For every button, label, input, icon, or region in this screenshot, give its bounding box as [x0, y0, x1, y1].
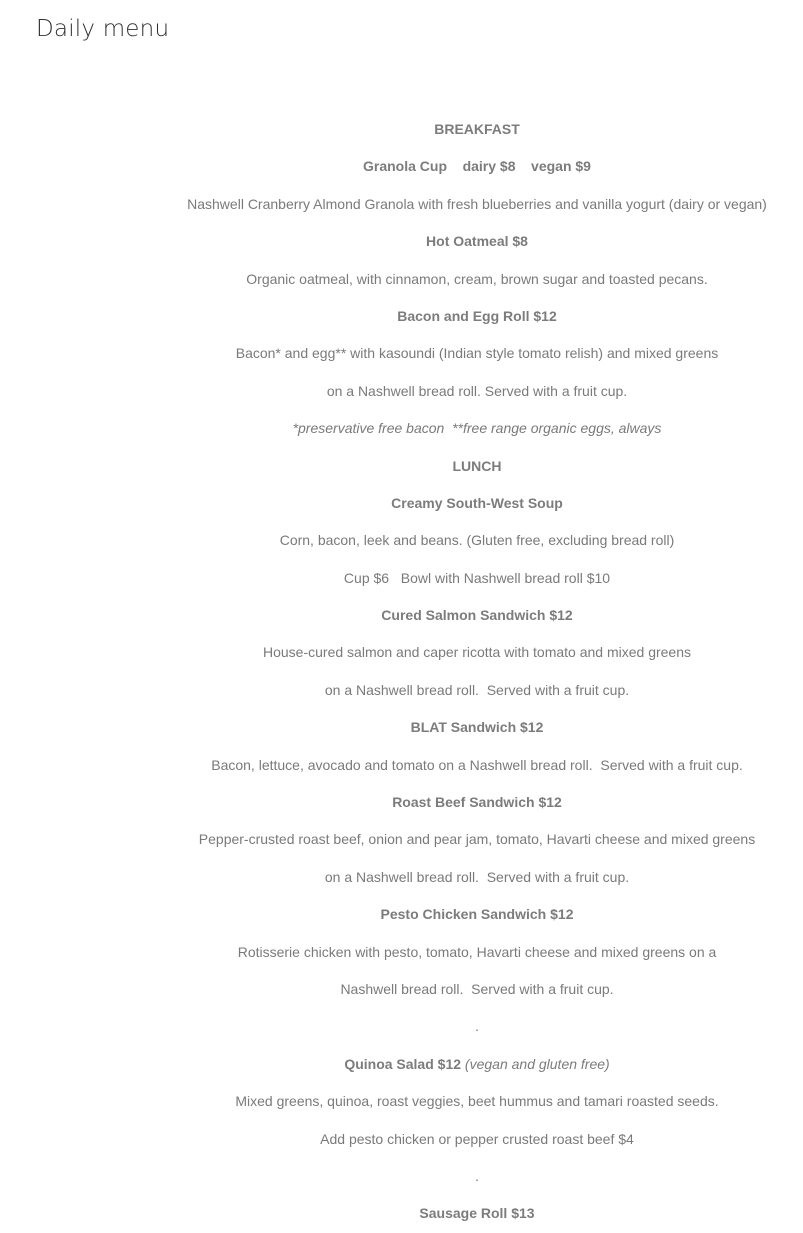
- hot-oatmeal-description: Organic oatmeal, with cinnamon, cream, brown sugar and toasted pecans.: [246, 270, 708, 287]
- quinoa-salad-description: Mixed greens, quinoa, roast veggies, beet hummus and tamari roasted seeds.: [235, 1093, 719, 1110]
- salmon-sandwich-title: Cured Salmon Sandwich $12: [381, 607, 573, 624]
- bacon-egg-roll-note: *preservative free bacon **free range organic eggs, always: [292, 420, 662, 437]
- bacon-egg-roll-description-2: on a Nashwell bread roll. Served with a fruit cup.: [326, 382, 628, 399]
- salmon-sandwich-description-2: on a Nashwell bread roll. Served with a fruit cup.: [324, 681, 630, 698]
- hot-oatmeal-title: Hot Oatmeal $8: [426, 233, 528, 250]
- granola-cup-description: Nashwell Cranberry Almond Granola with fresh blueberries and vanilla yogurt (dairy or vegan): [187, 195, 767, 212]
- bacon-egg-roll-description: Bacon* and egg** with kasoundi (Indian style tomato relish) and mixed greens: [235, 345, 719, 362]
- pesto-chicken-sandwich-description: Rotisserie chicken with pesto, tomato, Havarti cheese and mixed greens on a: [237, 943, 717, 960]
- quinoa-salad-note: (vegan and gluten free): [464, 1055, 610, 1072]
- quinoa-salad-addon: Add pesto chicken or pepper crusted roast beef $4: [320, 1130, 634, 1147]
- granola-cup-title: Granola Cup dairy $8 vegan $9: [363, 158, 591, 175]
- pesto-chicken-sandwich-description-2: Nashwell bread roll. Served with a fruit cup.: [340, 980, 614, 997]
- roast-beef-sandwich-description: Pepper-crusted roast beef, onion and pear jam, tomato, Havarti cheese and mixed greens: [198, 831, 756, 848]
- lunch-heading: LUNCH: [452, 457, 502, 474]
- quinoa-salad-name: Quinoa Salad $12: [344, 1055, 462, 1072]
- pesto-chicken-sandwich-title: Pesto Chicken Sandwich $12: [380, 906, 574, 923]
- blat-sandwich-description: Bacon, lettuce, avocado and tomato on a Nashwell bread roll. Served with a fruit cup.: [211, 756, 743, 773]
- roast-beef-sandwich-description-2: on a Nashwell bread roll. Served with a fruit cup.: [324, 868, 630, 885]
- quinoa-salad-title: [187, 1046, 767, 1083]
- soup-prices: Cup $6 Bowl with Nashwell bread roll $10: [343, 569, 611, 586]
- soup-description: Corn, bacon, leek and beans. (Gluten free, excluding bread roll): [279, 532, 675, 549]
- bacon-egg-roll-title: Bacon and Egg Roll $12: [397, 307, 557, 324]
- separator-dot: .: [475, 1018, 479, 1035]
- blat-sandwich-title: BLAT Sandwich $12: [410, 719, 544, 736]
- page-title: Daily menu: [36, 16, 170, 42]
- salmon-sandwich-description: House-cured salmon and caper ricotta with tomato and mixed greens: [263, 644, 691, 661]
- menu-content: [187, 111, 767, 1233]
- breakfast-heading: BREAKFAST: [434, 121, 520, 137]
- sausage-roll-title: Sausage Roll $13: [419, 1205, 535, 1222]
- separator-dot: .: [475, 1167, 479, 1184]
- roast-beef-sandwich-title: Roast Beef Sandwich $12: [392, 794, 562, 811]
- soup-title: Creamy South-West Soup: [391, 494, 563, 511]
